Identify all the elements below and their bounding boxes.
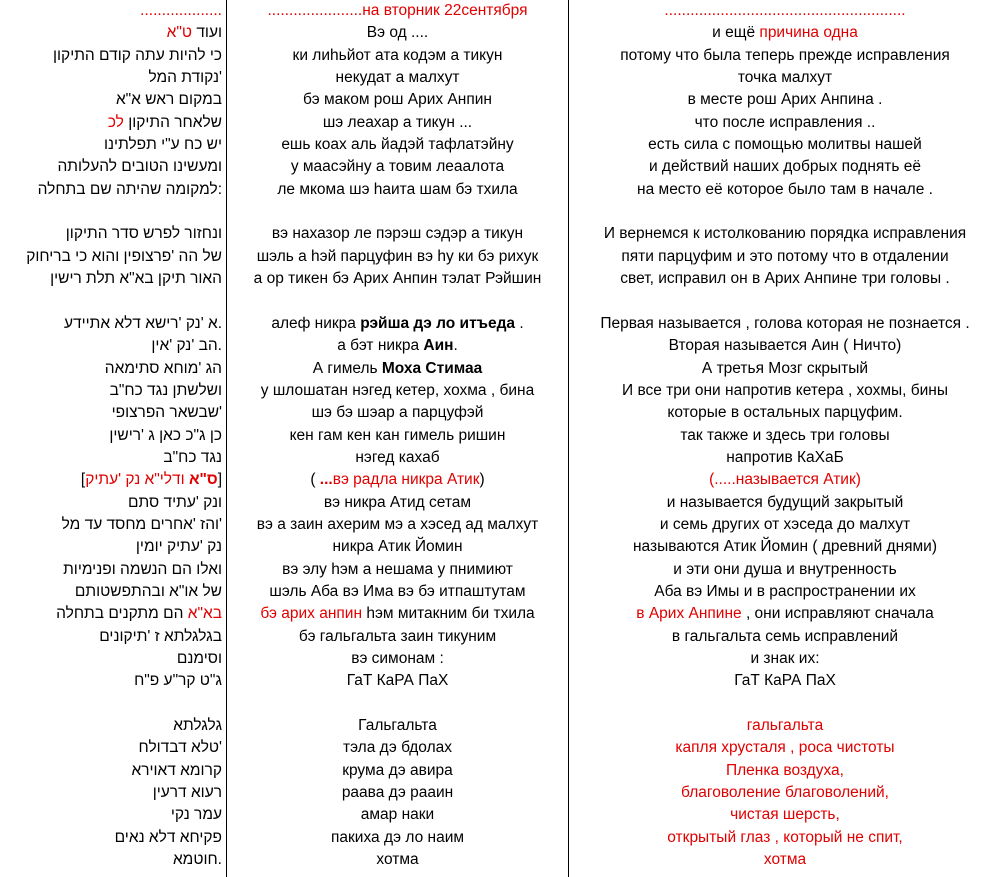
text-segment: ] (80, 471, 86, 489)
text-line (0, 179, 226, 201)
text-segment: и семь других от хэседа до малхут (659, 515, 911, 533)
text-segment: רעוא דרעין (152, 784, 222, 802)
text-segment: есть сила с помощью молитвы нашей (648, 136, 922, 154)
text-segment: ... (319, 471, 333, 489)
text-segment: קרומא דאוירא (131, 761, 222, 779)
text-line (0, 536, 226, 558)
text-line (0, 22, 226, 44)
text-segment: ונחזור לפרש סדר התיקון (65, 225, 222, 243)
text-line (569, 201, 1001, 223)
text-segment: ...................... (267, 2, 363, 19)
text-segment: а ор тикен бэ Арих Анпин тэлат Рэйшин (253, 270, 542, 288)
text-segment: крума дэ авира (342, 761, 453, 779)
text-line (227, 827, 568, 849)
text-segment: А третья Мозг скрытый (701, 359, 869, 377)
text-segment: бэ арих анпин (260, 605, 367, 623)
text-segment: и называется будущий закрытый (666, 493, 904, 511)
text-segment: хотма (376, 851, 419, 869)
text-line (569, 134, 1001, 156)
text-line (569, 425, 1001, 447)
text-segment: ס"א (188, 471, 218, 489)
text-segment: гальгальта (746, 717, 824, 734)
text-segment: ג"ט קר"ע פ"ח (134, 672, 222, 690)
text-line (0, 469, 226, 491)
text-segment: и действий наших добрых поднять её (648, 158, 922, 176)
text-segment: напротив КаХаБ (726, 448, 844, 466)
text-segment: ודלי"א נק 'עתיק (85, 471, 189, 489)
text-segment: של או"א ובהתפשטותם (74, 582, 222, 600)
text-line (227, 0, 568, 22)
text-line (569, 559, 1001, 581)
text-line (227, 782, 568, 804)
text-line (569, 626, 1001, 648)
text-line (569, 581, 1001, 603)
text-segment: и эти они душа и внутренность (673, 560, 897, 578)
text-segment: на вторник 22сентября (362, 2, 528, 19)
text-segment: Первая называется , голова которая не познается . (600, 314, 970, 332)
text-line (569, 268, 1001, 290)
text-line (227, 201, 568, 223)
text-line (569, 246, 1001, 268)
text-segment: открытый глаз , который не спит, (667, 828, 903, 846)
text-line (0, 201, 226, 223)
text-line (0, 715, 226, 737)
text-line (227, 22, 568, 44)
text-segment: И вернемся к истолкованию порядка исправления (603, 225, 967, 243)
text-line (569, 89, 1001, 111)
text-segment: һэм митакним би тхила (366, 605, 535, 623)
text-segment: ле мкома шэ һаита шам бэ тхила (277, 180, 518, 198)
text-segment: האור תיקן בא"א תלת רישין (50, 270, 222, 288)
text-segment: גלגלתא (173, 717, 222, 734)
text-line (227, 402, 568, 424)
text-line (569, 45, 1001, 67)
text-segment: יש כח ע"י תפלתינו (103, 136, 222, 154)
text-segment: ГаТ КаРА ПаХ (734, 672, 836, 690)
text-line (0, 246, 226, 268)
text-line (0, 134, 226, 156)
text-segment: Аба вэ Имы и в распространении их (654, 582, 916, 600)
text-line (0, 156, 226, 178)
text-segment: алеф никра (271, 314, 361, 332)
text-segment: бэ маком рош Арих Анпин (303, 91, 492, 109)
text-segment: ГаТ КаРА ПаХ (346, 672, 449, 690)
text-segment: .הב 'נק 'אין (151, 337, 222, 355)
text-line (0, 693, 226, 715)
text-line (227, 648, 568, 670)
text-segment: шэль Аба вэ Има вэ бэ итпаштутам (269, 582, 526, 600)
text-line (0, 804, 226, 826)
text-line (227, 313, 568, 335)
text-line (0, 827, 226, 849)
text-line (0, 0, 226, 22)
text-segment: ) (479, 471, 485, 489)
text-line (569, 760, 1001, 782)
text-line (0, 670, 226, 692)
text-segment: נגד כח"ב (163, 448, 222, 466)
text-line (569, 22, 1001, 44)
text-line (569, 358, 1001, 380)
text-line (0, 380, 226, 402)
text-line (227, 514, 568, 536)
text-line (227, 45, 568, 67)
text-segment: לכ (107, 113, 124, 131)
text-segment: . (453, 337, 458, 355)
text-segment: хотма (763, 851, 807, 869)
text-segment: А гимель (312, 359, 382, 377)
text-line (0, 425, 226, 447)
text-line (227, 804, 568, 826)
text-line (569, 737, 1001, 759)
text-line (0, 268, 226, 290)
text-segment: , они исправляют сначала (745, 605, 934, 623)
text-line (227, 693, 568, 715)
text-line (569, 670, 1001, 692)
text-segment: וסימנם (176, 649, 222, 667)
text-segment: עמר נקי (170, 806, 222, 824)
text-segment: потому что была теперь прежде исправления (620, 46, 950, 64)
text-segment: שלאחר התיקון (123, 113, 222, 131)
text-segment: :למקומה שהיתה שם בתחלה (37, 180, 222, 198)
text-segment: амар наки (360, 806, 435, 824)
text-segment: что после исправления .. (694, 113, 876, 131)
text-line (569, 0, 1001, 22)
text-line (0, 559, 226, 581)
text-segment: ешь коах аль йадэй тафлатэйну (281, 136, 514, 154)
text-segment: в Арих Анпине (636, 605, 746, 623)
text-segment: כן ג"כ כאן ג 'רישין (109, 426, 222, 444)
text-line (0, 492, 226, 514)
text-line (227, 849, 568, 871)
text-segment: капля хрусталя , роса чистоты (675, 739, 895, 757)
text-segment: И все три они напротив кетера , хохмы, бины (622, 381, 948, 399)
text-line (0, 45, 226, 67)
text-segment: Вэ од .... (366, 24, 429, 42)
text-segment: вэ нахазор ле пэрэш сэдэр а тикун (271, 225, 524, 243)
text-line (0, 782, 226, 804)
text-line (227, 268, 568, 290)
text-line (569, 648, 1001, 670)
text-line (0, 760, 226, 782)
text-segment: и знак их: (750, 649, 820, 667)
text-segment: а бэт никра (337, 337, 424, 355)
text-line (569, 715, 1001, 737)
text-segment: которые в остальных парцуфим. (667, 404, 903, 422)
text-line (227, 179, 568, 201)
text-line (0, 447, 226, 469)
transliteration-column (227, 0, 568, 877)
text-line (227, 380, 568, 402)
text-segment: 'טלא דבדולח (138, 739, 222, 757)
text-segment: вэ симонам : (351, 649, 444, 667)
text-line (227, 760, 568, 782)
text-segment: вэ радла никра Атик (332, 471, 480, 489)
text-segment: называются Атик Йомин ( древний днями) (632, 538, 938, 556)
text-line (227, 536, 568, 558)
text-line (0, 313, 226, 335)
text-line (569, 67, 1001, 89)
text-segment: свет, исправил он в Арих Анпине три головы . (620, 270, 950, 288)
text-line (569, 402, 1001, 424)
text-segment: шэ бэ шэар а парцуфэй (311, 404, 484, 422)
text-line (0, 514, 226, 536)
text-line (569, 447, 1001, 469)
text-segment: ........................................................ (664, 2, 906, 19)
text-segment: במקום ראש א"א (115, 91, 222, 109)
text-line (569, 156, 1001, 178)
text-segment: у маасэйну а товим леаалота (290, 158, 505, 176)
text-line (227, 447, 568, 469)
text-segment: 'שבשאר הפרצופי (111, 404, 222, 422)
text-line (0, 112, 226, 134)
text-line (0, 223, 226, 245)
text-line (227, 603, 568, 625)
text-segment: Пленка воздуха, (726, 761, 844, 779)
text-line (569, 290, 1001, 312)
text-segment: благоволение благоволений, (681, 784, 889, 802)
text-segment: шэ леахар а тикун ... (322, 113, 473, 131)
text-segment: הג 'מוחא סתימאה (104, 359, 222, 377)
text-line (227, 469, 568, 491)
text-line (569, 380, 1001, 402)
text-segment: у шлошатан нэгед кетер, хохма , бина (260, 381, 535, 399)
text-segment: кен гам кен кан гимель ришин (289, 426, 506, 444)
text-line (227, 626, 568, 648)
text-segment: 'נקודת המל (148, 69, 222, 87)
text-line (227, 425, 568, 447)
text-segment: так также и здесь три головы (680, 426, 890, 444)
text-segment: на место её которое было там в начале . (637, 180, 933, 198)
text-line (0, 89, 226, 111)
text-line (227, 670, 568, 692)
text-line (227, 223, 568, 245)
text-line (569, 492, 1001, 514)
text-line (569, 313, 1001, 335)
text-segment: Моха Стимаа (381, 359, 483, 377)
text-segment: некудат а малхут (335, 69, 460, 87)
text-segment: и ещё (712, 24, 760, 42)
text-line (0, 737, 226, 759)
text-segment: .חוטמא (172, 851, 222, 869)
text-segment: вэ никра Атид сетам (323, 493, 472, 511)
text-segment: Гальгальта (358, 717, 437, 734)
text-segment: вэ а заин ахерим мэ а хэсед ад малхут (256, 515, 539, 533)
text-line (569, 693, 1001, 715)
text-line (569, 223, 1001, 245)
text-line (569, 827, 1001, 849)
text-line (569, 514, 1001, 536)
text-line (569, 603, 1001, 625)
text-segment: ................... (140, 2, 222, 19)
text-segment: точка малхут (737, 69, 833, 87)
text-segment: никра Атик Йомин (332, 538, 463, 556)
text-line (227, 335, 568, 357)
text-line (0, 581, 226, 603)
text-segment: פקיחא דלא נאים (114, 828, 222, 846)
text-line (0, 335, 226, 357)
text-segment: הם מתקנים בתחלה (56, 605, 188, 623)
text-segment: ки лиһьйот ата кодэм а тикун (292, 46, 503, 64)
text-segment: ומעשינו הטובים להעלותה (57, 158, 222, 176)
text-line (569, 179, 1001, 201)
text-segment: пяти парцуфим и это потому что в отдалении (621, 247, 949, 265)
text-line (227, 559, 568, 581)
text-segment: Вторая называется Аин ( Ничто) (668, 337, 902, 355)
text-line (227, 246, 568, 268)
text-line (227, 581, 568, 603)
text-line (227, 67, 568, 89)
text-segment: причина одна (759, 24, 858, 42)
text-line (227, 737, 568, 759)
text-segment: тэла дэ бдолах (343, 739, 452, 757)
text-line (227, 112, 568, 134)
text-line (569, 849, 1001, 871)
text-line (227, 358, 568, 380)
text-line (0, 290, 226, 312)
text-line (227, 715, 568, 737)
text-segment: в месте рош Арих Анпина . (687, 91, 883, 109)
text-segment: вэ элу һэм а нешама у пнимиют (282, 560, 513, 578)
text-line (0, 626, 226, 648)
text-segment: в гальгальта семь исправлений (671, 627, 899, 645)
text-segment: נק 'עתיק יומין (135, 538, 222, 556)
text-segment: нэгед кахаб (355, 448, 440, 466)
text-line (569, 112, 1001, 134)
text-line (0, 603, 226, 625)
text-segment: пакиха дэ ло наим (330, 828, 465, 846)
text-line (227, 290, 568, 312)
text-line (569, 469, 1001, 491)
text-line (569, 782, 1001, 804)
text-segment: ט"א (166, 24, 193, 42)
text-segment: כי להיות עתה קודם התיקון (53, 46, 222, 64)
text-line (227, 89, 568, 111)
text-segment: ( (310, 471, 320, 489)
text-segment: בא"א (187, 605, 222, 623)
text-segment: шэль а һэй парцуфин вэ һу ки бэ рихук (256, 247, 539, 265)
text-line (0, 402, 226, 424)
text-line (227, 492, 568, 514)
text-segment: раава дэ рааин (341, 784, 454, 802)
text-segment: של הה 'פרצופין והוא כי בריחוק (26, 247, 222, 265)
text-line (569, 536, 1001, 558)
text-line (227, 156, 568, 178)
text-segment: бэ гальгальта заин тикуним (298, 627, 497, 645)
text-segment: Аин (423, 337, 454, 355)
text-segment: [ (217, 471, 222, 489)
text-line (569, 804, 1001, 826)
text-segment: ונק 'עתיד סתם (127, 493, 222, 511)
text-segment: рэйша дэ ло итъеда (360, 314, 516, 332)
text-line (0, 648, 226, 670)
text-segment: 'והז 'אחרים מחסד עד מל (61, 515, 222, 533)
text-line (227, 134, 568, 156)
text-line (569, 335, 1001, 357)
text-segment: ושלשתן נגד כח"ב (109, 381, 222, 399)
text-segment: בגלגלתא ז 'תיקונים (99, 627, 222, 645)
text-segment: . (515, 314, 524, 332)
russian-column (569, 0, 1001, 877)
text-segment: ועוד (192, 24, 222, 42)
text-line (0, 849, 226, 871)
text-line (0, 67, 226, 89)
text-segment: ואלו הם הנשמה ופנימיות (63, 560, 222, 578)
hebrew-column (0, 0, 226, 877)
text-segment: чистая шерсть, (730, 806, 840, 824)
text-segment: (.....называется Атик) (709, 471, 861, 489)
text-segment: .א 'נק 'רישא דלא אתיידע (63, 314, 222, 332)
text-line (0, 358, 226, 380)
